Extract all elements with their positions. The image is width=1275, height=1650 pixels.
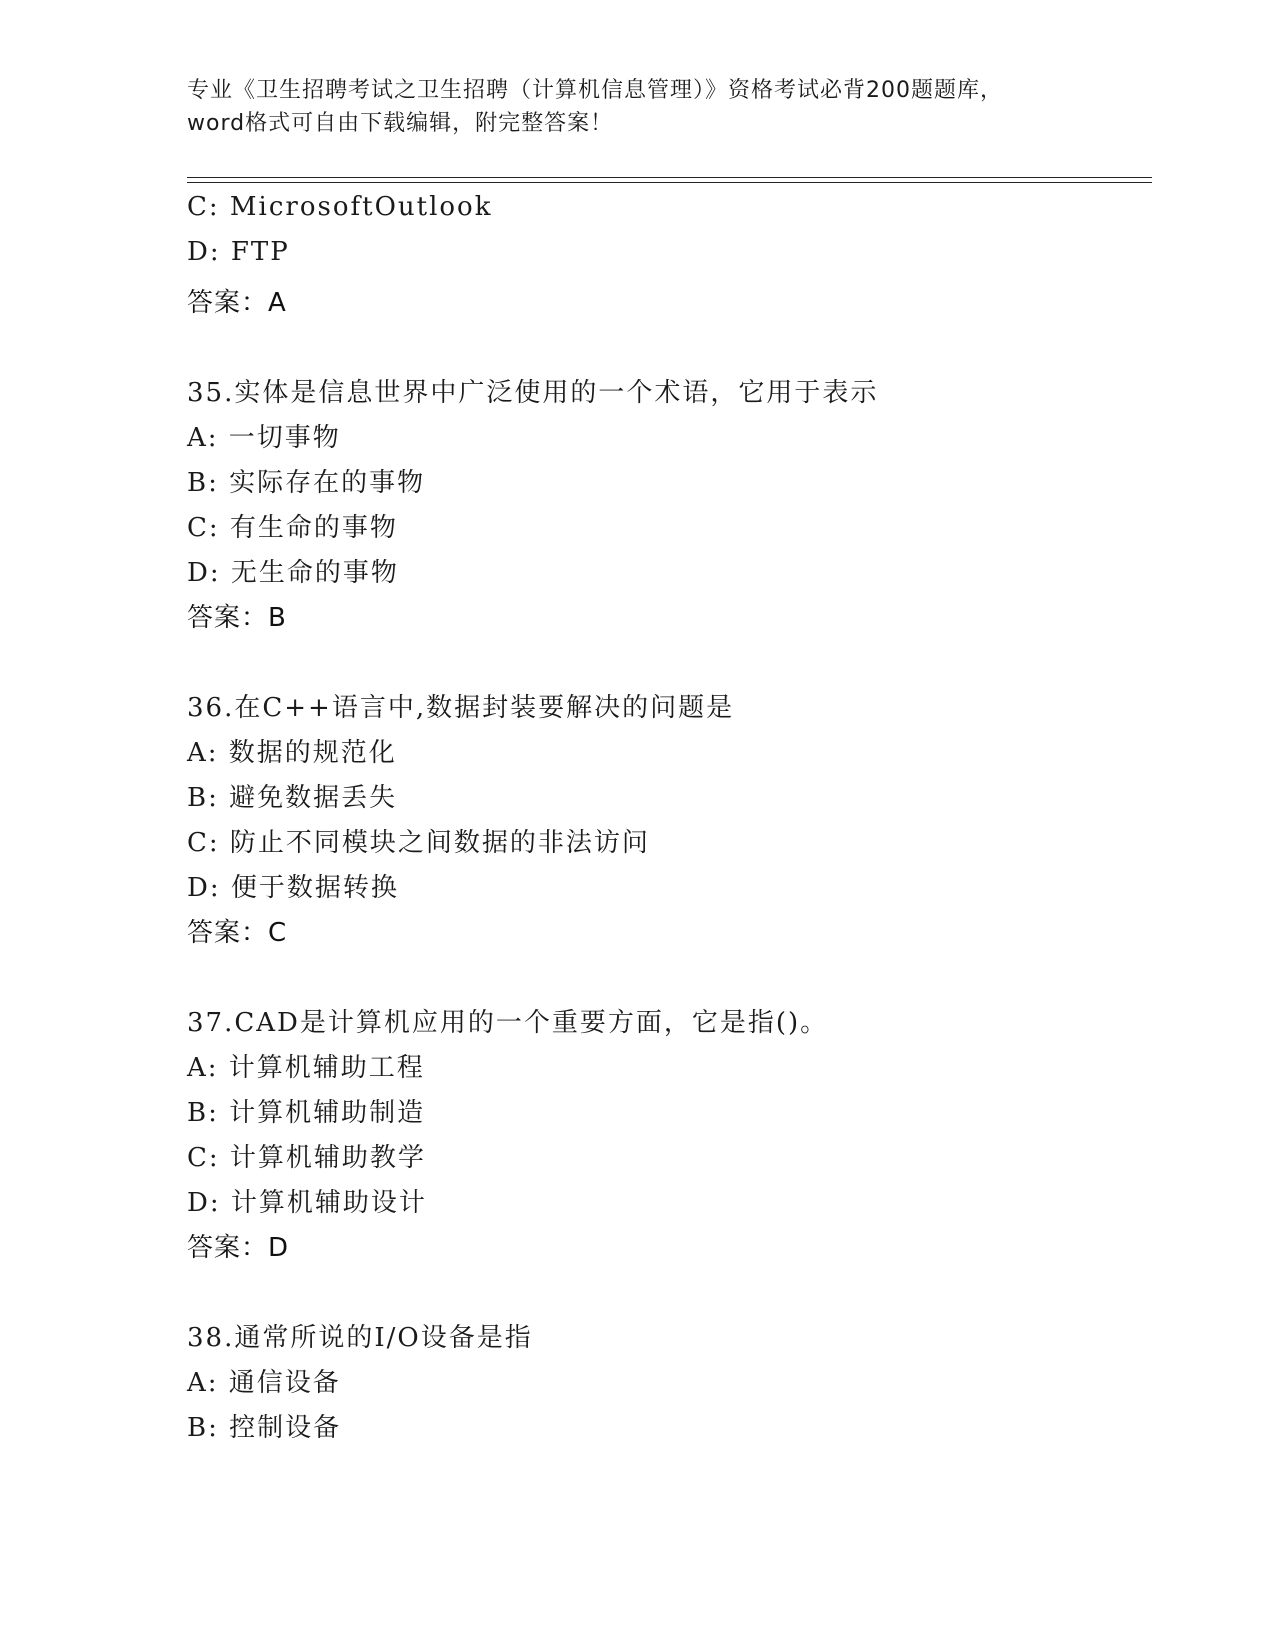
q38-option-b: B: 控制设备: [187, 1413, 342, 1443]
q37-option-d: D: 计算机辅助设计: [187, 1188, 427, 1218]
q35-option-a: A: 一切事物: [187, 423, 341, 453]
q36-option-a: A: 数据的规范化: [187, 738, 397, 768]
q35-option-d: D: 无生命的事物: [187, 558, 399, 588]
document-header: [187, 74, 1087, 140]
prev-option-c: C: MicrosoftOutlook: [187, 192, 493, 222]
q36-question: 36.在C++语言中,数据封装要解决的问题是: [187, 693, 735, 723]
q36-option-d: D: 便于数据转换: [187, 873, 399, 903]
header-line-1: 专业《卫生招聘考试之卫生招聘（计算机信息管理）》资格考试必背200题题库，: [187, 78, 1003, 103]
q37-option-c: C: 计算机辅助教学: [187, 1143, 426, 1173]
q37-option-b: B: 计算机辅助制造: [187, 1098, 426, 1128]
q35-question: 35.实体是信息世界中广泛使用的一个术语，它用于表示: [187, 378, 879, 408]
q38-option-a: A: 通信设备: [187, 1368, 341, 1398]
header-divider-bottom: [187, 182, 1152, 183]
q35-answer: 答案：B: [187, 603, 287, 633]
q35-option-b: B: 实际存在的事物: [187, 468, 426, 498]
q37-question: 37.CAD是计算机应用的一个重要方面，它是指()。: [187, 1008, 829, 1038]
header-line-2: word格式可自由下载编辑，附完整答案！: [187, 111, 614, 136]
header-divider-top: [187, 177, 1152, 178]
prev-answer: 答案：A: [187, 288, 287, 318]
q36-option-c: C: 防止不同模块之间数据的非法访问: [187, 828, 650, 858]
q35-option-c: C: 有生命的事物: [187, 513, 398, 543]
q37-option-a: A: 计算机辅助工程: [187, 1053, 425, 1083]
q36-option-b: B: 避免数据丢失: [187, 783, 398, 813]
q38-question: 38.通常所说的I/O设备是指: [187, 1323, 533, 1353]
q36-answer: 答案：C: [187, 918, 288, 948]
prev-option-d: D: FTP: [187, 237, 290, 267]
q37-answer: 答案：D: [187, 1233, 290, 1263]
